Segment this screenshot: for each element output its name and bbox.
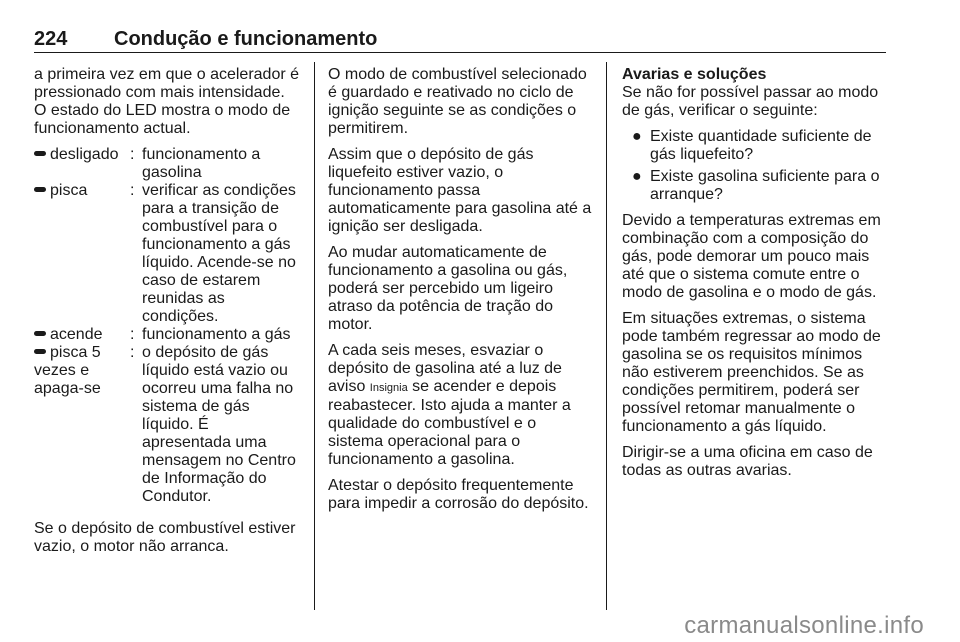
list-item: ● Existe gasolina suficiente para o arranque? <box>632 168 880 203</box>
led-row: acende : funcionamento a gás <box>34 326 300 344</box>
led-state-label: pisca 5 vezes e apaga-se <box>34 344 101 397</box>
led-indicator-icon <box>34 187 46 192</box>
led-state-description: funcionamento a gasolina <box>142 146 261 181</box>
led-state-label: desligado <box>50 146 119 163</box>
led-indicator-icon <box>34 151 46 156</box>
paragraph: Se não for possível passar ao modo de gás, verificar o seguinte: <box>622 84 879 119</box>
led-status-table <box>34 146 300 506</box>
chapter-title: Condução e funcionamento <box>114 28 378 50</box>
paragraph: A cada seis meses, esvaziar o depósito de gasolina até a luz de aviso Insignia se acender e depois reabastecer. Isto ajuda a manter a qualidade do combustível e o sistema operacional para o funcionamento a gasolina. <box>328 342 571 468</box>
led-indicator-icon <box>34 331 46 336</box>
warning-light-label: Insignia <box>369 382 408 394</box>
page-header <box>34 28 886 52</box>
led-state-description: funcionamento a gás <box>142 326 291 343</box>
bullet-icon: ● <box>632 128 642 145</box>
column-3 <box>622 66 888 488</box>
led-state-label: pisca <box>50 182 88 199</box>
column-1 <box>34 66 300 564</box>
paragraph: O modo de combustível selecionado é guardado e reativado no ciclo de ignição seguinte se as condições o permitirem. <box>328 66 587 137</box>
led-state-label: acende <box>50 326 103 343</box>
section-heading: Avarias e soluções <box>622 66 767 83</box>
bullet-icon: ● <box>632 168 642 185</box>
led-row: pisca 5 vezes e apaga-se : o depósito de gás líquido está vazio ou ocorreu uma falha no sistema de gás líquido. É apresentada uma mensagem no Centro de Informação do Condutor. <box>34 344 300 506</box>
watermark: carmanualsonline.info <box>684 612 924 639</box>
paragraph: Atestar o depósito frequentemente para impedir a corrosão do depósito. <box>328 477 589 512</box>
intro-paragraph: a primeira vez em que o acelerador é pressionado com mais intensidade. O estado do LED mostra o modo de funcionamento actual. <box>34 66 300 137</box>
column-2 <box>328 66 594 521</box>
column-divider <box>606 62 607 610</box>
led-indicator-icon <box>34 349 46 354</box>
paragraph: Assim que o depósito de gás liquefeito estiver vazio, o funcionamento passa automaticamente para gasolina até a ignição ser desligada. <box>328 146 592 235</box>
list-item: ● Existe quantidade suficiente de gás liquefeito? <box>632 128 872 163</box>
paragraph: Ao mudar automaticamente de funcionamento a gasolina ou gás, poderá ser percebido um ligeiro atraso da potência de tração do motor. <box>328 244 568 333</box>
paragraph: Em situações extremas, o sistema pode também regressar ao modo de gasolina se os requisitos mínimos não estiverem preenchidos. Se as condições permitirem, poderá ser possível retomar manualmente o funcionamento a gás líquido. <box>622 310 881 435</box>
header-divider <box>34 52 886 53</box>
column-divider <box>314 62 315 610</box>
led-state-description: o depósito de gás líquido está vazio ou ocorreu uma falha no sistema de gás líquido. É apresentada uma mensagem no Centro de Informação do Condutor. <box>142 344 296 505</box>
led-row: desligado : funcionamento a gasolina <box>34 146 300 182</box>
led-row: pisca : verificar as condições para a transição de combustível para o funcionamento a gás líquido. Acende-se no caso de estarem reunidas as condições. <box>34 182 300 326</box>
paragraph: Devido a temperaturas extremas em combinação com a composição do gás, pode demorar um pouco mais até que o sistema comute entre o modo de gasolina e o modo de gás. <box>622 212 881 301</box>
led-state-description: verificar as condições para a transição de combustível para o funcionamento a gás líquido. Acende-se no caso de estarem reunidas as condições. <box>142 182 296 325</box>
page-number: 224 <box>34 28 68 50</box>
paragraph: Dirigir-se a uma oficina em caso de todas as outras avarias. <box>622 444 873 479</box>
checklist <box>622 128 888 204</box>
outro-paragraph: Se o depósito de combustível estiver vazio, o motor não arranca. <box>34 520 296 555</box>
